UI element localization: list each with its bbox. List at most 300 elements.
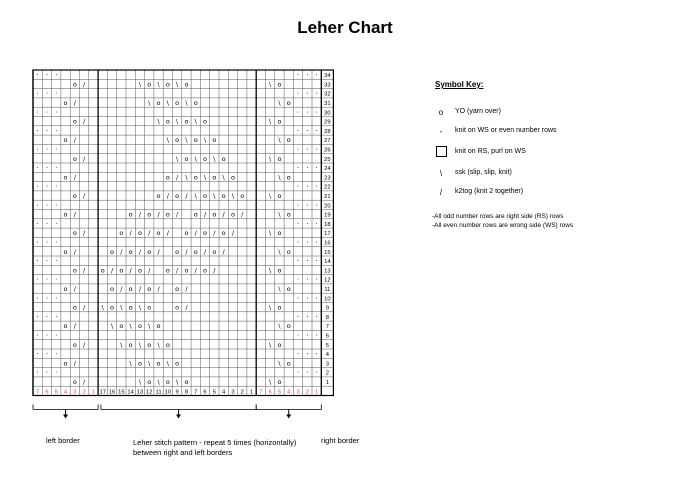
stitch-symbol: / xyxy=(83,266,86,275)
stitch-symbol: / xyxy=(213,229,216,238)
symbol-key-title: Symbol Key: xyxy=(435,80,484,89)
stitch-symbol: o xyxy=(193,247,198,256)
stitch-symbol: \ xyxy=(269,117,272,126)
row-number: 20 xyxy=(324,203,331,210)
stitch-symbol: / xyxy=(241,210,244,219)
stitch-symbol: o xyxy=(72,229,77,238)
stitch-symbol: · xyxy=(55,182,58,191)
stitch-symbol: / xyxy=(83,191,86,200)
stitch-symbol: \ xyxy=(278,284,281,293)
stitch-symbol: · xyxy=(315,331,318,340)
stitch-symbol: o xyxy=(277,191,282,200)
stitch-symbol: / xyxy=(73,284,76,293)
stitch-symbol: \ xyxy=(194,117,197,126)
stitch-symbol: · xyxy=(55,219,58,228)
stitch-symbol: o xyxy=(277,377,282,386)
stitch-symbol: \ xyxy=(138,340,142,349)
column-number: 5 xyxy=(54,389,58,396)
stitch-symbol: · xyxy=(36,108,39,117)
stitch-symbol: · xyxy=(36,219,39,228)
stitch-symbol: o xyxy=(175,247,180,256)
stitch-symbol: · xyxy=(45,312,49,321)
stitch-symbol: · xyxy=(45,257,49,266)
row-number: 10 xyxy=(324,296,331,303)
column-number: 7 xyxy=(36,389,40,396)
stitch-symbol: · xyxy=(306,294,309,303)
stitch-symbol: · xyxy=(306,145,309,154)
stitch-symbol: \ xyxy=(166,359,169,368)
stitch-symbol: / xyxy=(129,266,132,275)
stitch-symbol: o xyxy=(110,303,115,312)
stitch-symbol: · xyxy=(315,201,318,210)
column-number: 2 xyxy=(82,389,86,396)
stitch-symbol: · xyxy=(315,257,318,266)
stitch-symbol: / xyxy=(185,247,188,256)
stitch-symbol: / xyxy=(73,359,76,368)
stitch-symbol: · xyxy=(36,331,39,340)
stitch-symbol: / xyxy=(73,173,76,182)
stitch-symbol: o xyxy=(147,247,152,256)
column-number: 8 xyxy=(184,389,189,396)
stitch-symbol: · xyxy=(306,182,309,191)
stitch-symbol: · xyxy=(315,219,318,228)
stitch-symbol: o xyxy=(165,377,170,386)
stitch-symbol: o xyxy=(193,210,198,219)
stitch-symbol: · xyxy=(296,89,300,98)
stitch-symbol: · xyxy=(315,126,318,135)
stitch-symbol: · xyxy=(45,89,49,98)
arrow-down-icon xyxy=(176,415,181,419)
stitch-symbol: o xyxy=(100,266,105,275)
stitch-symbol: · xyxy=(55,238,58,247)
stitch-symbol: \ xyxy=(138,80,142,89)
stitch-symbol: · xyxy=(36,257,39,266)
stitch-symbol: · xyxy=(55,257,58,266)
row-number: 30 xyxy=(324,110,331,117)
stitch-symbol: \ xyxy=(194,154,197,163)
stitch-symbol: · xyxy=(296,126,300,135)
stitch-symbol: · xyxy=(306,89,309,98)
column-number: 5 xyxy=(277,389,282,396)
stitch-symbol: · xyxy=(55,331,58,340)
stitch-symbol: · xyxy=(36,350,39,359)
column-number: 14 xyxy=(127,389,134,396)
stitch-symbol: o xyxy=(212,136,217,145)
stitch-symbol: · xyxy=(296,164,300,173)
stitch-symbol: o xyxy=(63,359,68,368)
stitch-symbol: / xyxy=(185,303,188,312)
row-number: 8 xyxy=(325,314,329,321)
stitch-symbol: o xyxy=(119,266,124,275)
stitch-symbol: · xyxy=(306,238,309,247)
stitch-symbol: o xyxy=(110,284,115,293)
row-number: 18 xyxy=(324,221,331,228)
stitch-symbol: o xyxy=(277,266,282,275)
stitch-symbol: o xyxy=(147,284,152,293)
stitch-symbol: o xyxy=(203,229,208,238)
arrow-down-icon xyxy=(286,415,291,419)
stitch-symbol: / xyxy=(148,229,151,238)
stitch-symbol: · xyxy=(315,108,318,117)
row-number: 7 xyxy=(325,324,329,331)
column-number: 16 xyxy=(108,389,116,396)
stitch-symbol: / xyxy=(83,229,86,238)
stitch-symbol: o xyxy=(156,229,161,238)
stitch-symbol: / xyxy=(194,266,197,275)
symbol-key xyxy=(425,80,665,197)
stitch-symbol: o xyxy=(165,173,170,182)
stitch-symbol: · xyxy=(296,182,300,191)
stitch-symbol: / xyxy=(138,284,142,293)
stitch-symbol: · xyxy=(55,108,58,117)
slash-symbol: / xyxy=(439,188,443,197)
stitch-symbol: \ xyxy=(176,80,179,89)
row-number: 11 xyxy=(324,286,331,293)
column-number: 4 xyxy=(222,389,226,396)
stitch-symbol: o xyxy=(240,191,245,200)
stitch-symbol: · xyxy=(306,126,309,135)
stitch-symbol: / xyxy=(222,210,225,219)
stitch-symbol: \ xyxy=(194,191,197,200)
stitch-symbol: o xyxy=(156,322,161,331)
stitch-symbol: o xyxy=(137,266,142,275)
stitch-symbol: \ xyxy=(222,173,225,182)
stitch-symbol: \ xyxy=(278,322,281,331)
key-item-knit-rs xyxy=(425,148,665,160)
column-number: 1 xyxy=(315,389,319,396)
stitch-symbol: o xyxy=(277,80,282,89)
stitch-symbol: · xyxy=(306,350,309,359)
stitch-symbol: \ xyxy=(166,98,169,107)
stitch-symbol: / xyxy=(83,80,86,89)
stitch-symbol: o xyxy=(128,340,133,349)
column-number: 15 xyxy=(118,389,125,396)
column-number: 17 xyxy=(99,389,106,396)
column-number: 2 xyxy=(240,389,244,396)
stitch-symbol: · xyxy=(296,294,300,303)
dash-symbol: - xyxy=(439,127,443,136)
stitch-symbol: / xyxy=(73,136,76,145)
stitch-symbol: \ xyxy=(138,377,142,386)
yo-symbol: o xyxy=(438,108,444,117)
key-item-yo xyxy=(425,108,665,120)
stitch-symbol: / xyxy=(194,229,197,238)
stitch-symbol: o xyxy=(203,266,208,275)
stitch-symbol: · xyxy=(306,108,309,117)
stitch-symbol: / xyxy=(138,210,142,219)
stitch-symbol: o xyxy=(72,154,77,163)
stitch-symbol: · xyxy=(296,275,300,284)
row-number: 32 xyxy=(324,91,331,98)
stitch-symbol: o xyxy=(286,98,291,107)
stitch-symbol: \ xyxy=(231,191,235,200)
stitch-symbol: / xyxy=(157,247,160,256)
stitch-symbol: o xyxy=(128,284,133,293)
column-number: 1 xyxy=(249,389,254,396)
row-number: 26 xyxy=(324,147,331,154)
stitch-symbol: o xyxy=(184,117,189,126)
stitch-symbol: \ xyxy=(148,359,151,368)
stitch-symbol: · xyxy=(296,238,300,247)
stitch-symbol: · xyxy=(45,368,49,377)
row-number: 28 xyxy=(324,128,331,135)
stitch-symbol: \ xyxy=(120,340,123,349)
stitch-symbol: o xyxy=(147,210,152,219)
stitch-symbol: / xyxy=(129,229,132,238)
stitch-symbol: o xyxy=(147,377,152,386)
stitch-symbol: \ xyxy=(157,117,160,126)
stitch-symbol: · xyxy=(55,275,58,284)
stitch-symbol: o xyxy=(119,322,124,331)
stitch-symbol: · xyxy=(315,275,318,284)
stitch-symbol: · xyxy=(36,71,39,80)
stitch-symbol: \ xyxy=(120,303,123,312)
stitch-symbol: o xyxy=(175,284,180,293)
chart-frame xyxy=(33,70,333,396)
stitch-symbol: \ xyxy=(269,340,272,349)
stitch-symbol: o xyxy=(203,117,208,126)
column-number: 11 xyxy=(155,389,162,396)
stitch-symbol: · xyxy=(306,201,309,210)
stitch-symbol: · xyxy=(306,164,309,173)
stitch-symbol: \ xyxy=(269,191,272,200)
row-number: 2 xyxy=(325,370,329,377)
column-number: 1 xyxy=(91,389,96,396)
stitch-symbol: o xyxy=(277,340,282,349)
stitch-symbol: · xyxy=(55,164,58,173)
stitch-symbol: · xyxy=(36,182,39,191)
stitch-symbol: / xyxy=(176,173,179,182)
stitch-symbol: o xyxy=(184,377,189,386)
stitch-symbol: o xyxy=(175,98,180,107)
stitch-symbol: / xyxy=(157,210,160,219)
column-number: 12 xyxy=(146,389,153,396)
stitch-symbol: o xyxy=(221,191,226,200)
stitch-symbol: · xyxy=(296,312,300,321)
stitch-symbol: o xyxy=(128,247,133,256)
key-text: knit on WS or even number rows xyxy=(455,127,557,134)
stitch-symbol: o xyxy=(110,247,115,256)
stitch-symbol: o xyxy=(277,154,282,163)
stitch-symbol: · xyxy=(55,368,58,377)
stitch-symbol: \ xyxy=(185,98,188,107)
stitch-symbol: o xyxy=(156,191,161,200)
stitch-symbol: o xyxy=(175,191,180,200)
stitch-symbol: \ xyxy=(269,154,272,163)
note-odd-rows: -All odd number rows are right side (RS) rows xyxy=(432,213,564,220)
stitch-symbol: / xyxy=(203,247,207,256)
stitch-symbol: \ xyxy=(185,173,188,182)
column-number: 7 xyxy=(194,389,198,396)
stitch-symbol: \ xyxy=(278,247,281,256)
column-number: 3 xyxy=(231,389,235,396)
stitch-symbol: · xyxy=(315,294,318,303)
stitch-symbol: o xyxy=(184,154,189,163)
stitch-symbol: o xyxy=(277,229,282,238)
stitch-symbol: o xyxy=(286,173,291,182)
column-number: 4 xyxy=(287,389,291,396)
key-text: knit on RS, purl on WS xyxy=(455,148,526,155)
stitch-symbol: / xyxy=(222,247,225,256)
stitch-symbol: · xyxy=(296,331,300,340)
stitch-symbol: \ xyxy=(157,80,160,89)
stitch-symbol: / xyxy=(213,266,216,275)
stitch-symbol: \ xyxy=(203,173,207,182)
empty-box-symbol xyxy=(436,146,447,157)
stitch-symbol: o xyxy=(156,359,161,368)
stitch-symbol: · xyxy=(55,201,58,210)
stitch-symbol: o xyxy=(203,154,208,163)
stitch-symbol: o xyxy=(72,266,77,275)
stitch-symbol: / xyxy=(110,266,114,275)
stitch-symbol: · xyxy=(36,145,39,154)
key-item-knit-ws xyxy=(425,127,665,139)
stitch-symbol: o xyxy=(156,98,161,107)
stitch-symbol: o xyxy=(137,322,142,331)
stitch-symbol: / xyxy=(73,98,76,107)
stitch-symbol: \ xyxy=(185,136,188,145)
stitch-symbol: o xyxy=(203,191,208,200)
chart-title: Leher Chart xyxy=(297,18,393,37)
row-number: 31 xyxy=(324,100,331,107)
stitch-symbol: · xyxy=(296,368,300,377)
stitch-symbol: · xyxy=(315,368,318,377)
stitch-symbol: / xyxy=(138,247,142,256)
key-text: YO (yarn over) xyxy=(455,108,501,115)
stitch-symbol: \ xyxy=(269,377,272,386)
stitch-symbol: \ xyxy=(278,98,281,107)
stitch-symbol: · xyxy=(55,126,58,135)
stitch-symbol: o xyxy=(72,340,77,349)
key-text: ssk (slip, slip, knit) xyxy=(455,169,512,176)
stitch-symbol: o xyxy=(63,322,68,331)
stitch-symbol: / xyxy=(120,284,123,293)
stitch-symbol: · xyxy=(45,219,49,228)
stitch-symbol: o xyxy=(147,80,152,89)
column-number: 7 xyxy=(259,389,263,396)
stitch-symbol: · xyxy=(36,164,39,173)
stitch-symbol: o xyxy=(212,173,217,182)
stitch-symbol: \ xyxy=(203,136,207,145)
stitch-symbol: · xyxy=(36,275,39,284)
stitch-symbol: · xyxy=(45,294,49,303)
stitch-symbol: \ xyxy=(278,173,281,182)
stitch-symbol: · xyxy=(306,368,309,377)
stitch-symbol: / xyxy=(83,117,86,126)
stitch-symbol: \ xyxy=(110,322,114,331)
stitch-symbol: / xyxy=(83,154,86,163)
column-number: 6 xyxy=(45,389,49,396)
stitch-symbol: o xyxy=(175,136,180,145)
stitch-symbol: · xyxy=(306,257,309,266)
row-number: 13 xyxy=(324,268,331,275)
stitch-symbol: o xyxy=(63,210,68,219)
stitch-symbol: o xyxy=(165,210,170,219)
stitch-symbol: o xyxy=(277,303,282,312)
stitch-symbol: o xyxy=(184,266,189,275)
stitch-symbol: · xyxy=(36,238,39,247)
stitch-symbol: o xyxy=(184,229,189,238)
stitch-symbol: o xyxy=(165,80,170,89)
row-number: 23 xyxy=(324,175,331,182)
stitch-symbol: o xyxy=(184,80,189,89)
column-number: 10 xyxy=(164,389,172,396)
stitch-symbol: · xyxy=(306,71,309,80)
stitch-symbol: \ xyxy=(278,210,281,219)
row-number: 12 xyxy=(324,277,331,284)
row-number: 4 xyxy=(325,352,329,359)
stitch-symbol: · xyxy=(296,108,300,117)
stitch-symbol: · xyxy=(55,71,58,80)
stitch-symbol: / xyxy=(176,210,179,219)
stitch-symbol: · xyxy=(36,368,39,377)
stitch-symbol: · xyxy=(296,257,300,266)
stitch-symbol: o xyxy=(72,377,77,386)
stitch-symbol: / xyxy=(73,322,76,331)
left-border-caption: left border xyxy=(46,436,80,445)
stitch-symbol: \ xyxy=(269,80,272,89)
row-number: 22 xyxy=(324,184,331,191)
stitch-symbol: o xyxy=(286,247,291,256)
row-number: 24 xyxy=(324,166,331,173)
row-number: 3 xyxy=(325,361,329,368)
stitch-symbol: · xyxy=(296,145,300,154)
stitch-symbol: o xyxy=(165,340,170,349)
column-number: 6 xyxy=(268,389,272,396)
column-number: 5 xyxy=(212,389,216,396)
row-number: 5 xyxy=(325,342,329,349)
stitch-symbol: o xyxy=(230,210,235,219)
stitch-symbol: o xyxy=(221,229,226,238)
stitch-symbol: \ xyxy=(157,377,160,386)
stitch-symbol: \ xyxy=(157,340,160,349)
stitch-symbol: o xyxy=(286,136,291,145)
stitch-symbol: · xyxy=(315,71,318,80)
row-number: 25 xyxy=(324,156,331,163)
stitch-symbol: \ xyxy=(176,377,179,386)
stitch-symbol: \ xyxy=(269,229,272,238)
stitch-symbol: / xyxy=(83,377,86,386)
stitch-symbol: \ xyxy=(101,303,104,312)
stitch-symbol: · xyxy=(45,108,49,117)
stitch-symbol: · xyxy=(55,294,58,303)
stitch-symbol: o xyxy=(277,117,282,126)
stitch-symbol: o xyxy=(286,284,291,293)
column-number: 9 xyxy=(175,389,179,396)
column-number: 3 xyxy=(73,389,77,396)
stitch-symbol: · xyxy=(315,312,318,321)
stitch-symbol: · xyxy=(45,238,49,247)
stitch-symbol: / xyxy=(166,229,169,238)
stitch-symbol: / xyxy=(148,266,151,275)
note-even-rows: -All even number rows are wrong side (WS) rows xyxy=(432,222,574,229)
stitch-symbol: / xyxy=(176,266,179,275)
stitch-symbol: o xyxy=(147,303,152,312)
stitch-symbol: / xyxy=(83,340,86,349)
stitch-symbol: / xyxy=(185,284,188,293)
stitch-symbol: · xyxy=(45,331,49,340)
key-item-ssk xyxy=(425,169,665,181)
stitch-symbol: o xyxy=(165,117,170,126)
row-number: 29 xyxy=(324,119,331,126)
stitch-symbol: o xyxy=(72,191,77,200)
stitch-symbol: / xyxy=(83,303,86,312)
stitch-symbol: / xyxy=(203,210,207,219)
stitch-symbol: · xyxy=(306,312,309,321)
row-number: 33 xyxy=(324,82,331,89)
stitch-symbol: \ xyxy=(129,359,132,368)
stitch-symbol: · xyxy=(45,182,49,191)
